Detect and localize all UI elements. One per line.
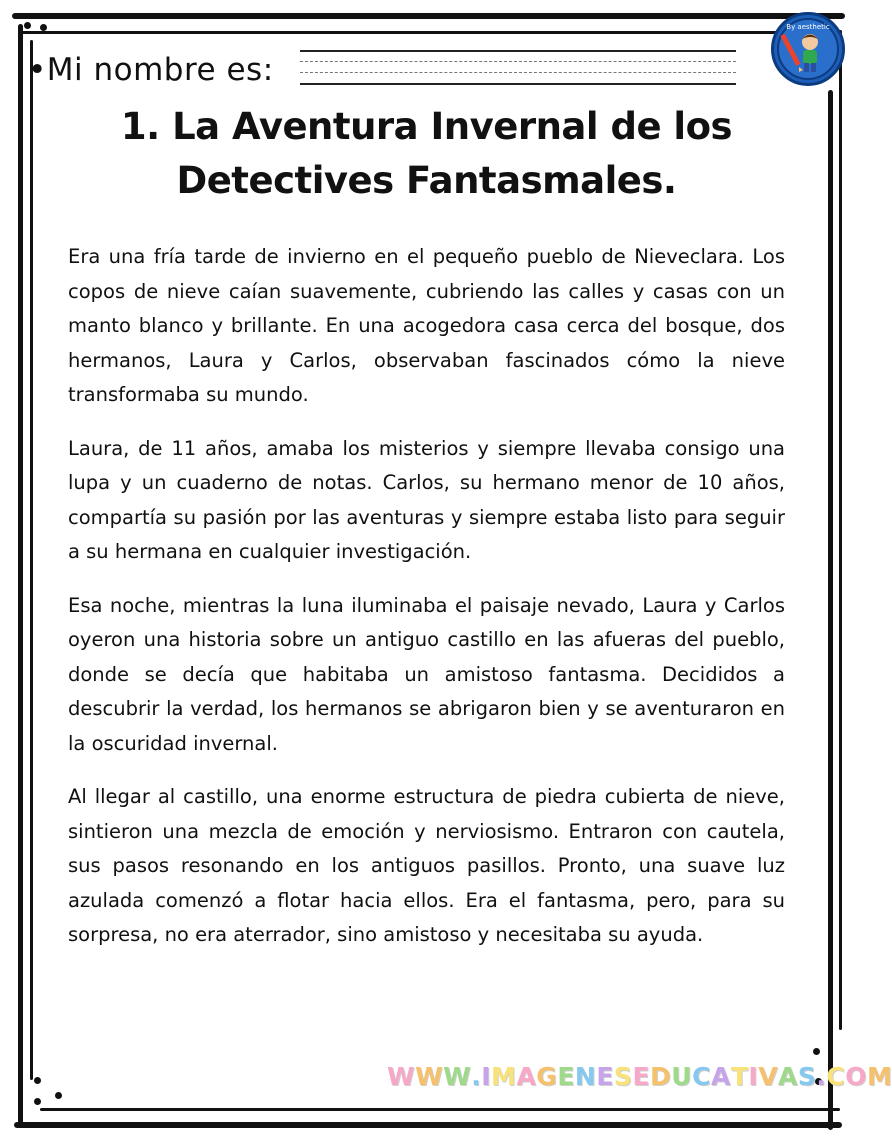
decor-dot (40, 24, 47, 31)
boy-with-pencil-icon (774, 15, 842, 83)
decor-dot (34, 1098, 41, 1105)
website-letter: M (867, 1062, 892, 1091)
author-logo (771, 12, 845, 86)
website-letter: I (481, 1062, 492, 1091)
website-letter: M (491, 1062, 517, 1091)
frame-bottom-line (14, 1122, 842, 1128)
website-letter: U (671, 1062, 693, 1091)
title-line-2: Detectives Fantasmales. (176, 159, 677, 202)
website-letter: D (650, 1062, 672, 1091)
title-line-1: 1. La Aventura Invernal de los (120, 105, 733, 148)
website-letter: T (730, 1062, 749, 1091)
story-body (68, 240, 785, 972)
website-letter: C (692, 1062, 711, 1091)
website-letter: . (471, 1062, 482, 1091)
website-letter: E (632, 1062, 651, 1091)
website-letter: W (387, 1062, 416, 1091)
website-watermark[interactable] (387, 1062, 892, 1098)
website-letter: S (613, 1062, 633, 1091)
paragraph: Esa noche, mientras la luna iluminaba el paisaje nevado, Laura y Carlos oyeron una historia sobre un antiguo castillo en las afueras del pueblo, donde se decía que habitaba un amistoso fantasma. Decididos a descubrir la verdad, los hermanos se abrigaron bien y se aventuraron en la oscuridad invernal. (68, 593, 785, 755)
frame-right-line-outer (839, 30, 842, 1030)
website-letter: E (557, 1062, 575, 1091)
website-letter: E (596, 1062, 614, 1091)
website-letter: W (443, 1062, 472, 1091)
paragraph: Era una fría tarde de invierno en el pequeño pueblo de Nieveclara. Los copos de nieve caían suavemente, cubriendo las calles y casas con un manto blanco y brillante. En una acogedora casa cerca del bosque, dos hermanos, Laura y Carlos, observaban fascinados cómo la nieve transformaba su mundo. (68, 245, 785, 406)
website-letter: N (574, 1062, 597, 1091)
frame-top-line-inner (20, 31, 840, 34)
decor-dot (24, 22, 31, 29)
website-letter: V (758, 1062, 779, 1091)
website-letter: I (748, 1062, 759, 1091)
decor-dot (34, 1077, 41, 1084)
frame-left-line-inner (30, 40, 33, 1080)
frame-top-line (12, 13, 845, 19)
website-letter: O (845, 1062, 868, 1091)
paragraph: Laura, de 11 años, amaba los misterios y siempre llevaba consigo una lupa y un cuaderno de notas. Carlos, su hermano menor de 10 años, compartía su pasión por las aventuras y siempre estaba listo para seguir a su hermana en cualquier investigación. (68, 436, 785, 563)
website-letter: G (536, 1062, 558, 1091)
decor-dot (55, 1092, 62, 1099)
story-title (60, 100, 793, 208)
website-letter: C (826, 1062, 846, 1091)
logo-text: By aesthetic (786, 23, 830, 31)
website-letter: W (415, 1062, 444, 1091)
frame-left-line (18, 24, 23, 1127)
decor-dot (813, 1048, 820, 1055)
website-letter: A (778, 1062, 798, 1091)
name-writing-lines[interactable] (300, 48, 736, 88)
paragraph: Al llegar al castillo, una enorme estructura de piedra cubierta de nieve, sintieron una mezcla de emoción y nerviosismo. Entraron con cautela, sus pasos resonando en los antiguos pasillos. Pronto, una suave luz azulada comenzó a flotar hacia ellos. Era el fantasma, pero, para su sorpresa, no era aterrador, sino amistoso y necesitaba su ayuda. (68, 785, 785, 946)
website-letter: . (816, 1062, 827, 1091)
name-label: •Mi nombre es: (28, 52, 274, 88)
name-row (28, 48, 748, 98)
website-letter: S (797, 1062, 817, 1091)
frame-right-line (828, 90, 833, 1130)
website-letter: A (516, 1062, 537, 1091)
website-letter: A (710, 1062, 731, 1091)
frame-bottom-line-inner (40, 1108, 840, 1111)
